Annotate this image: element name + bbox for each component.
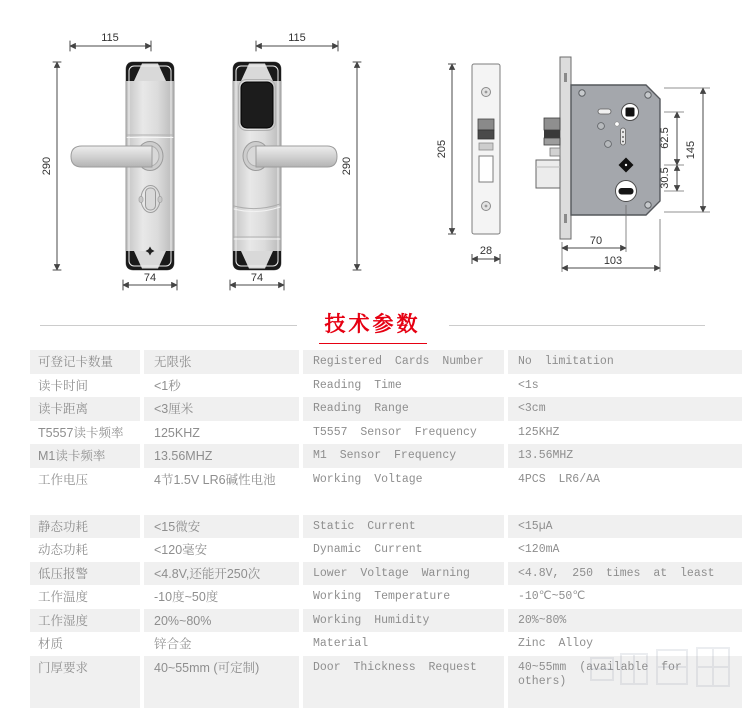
section-title: 技术参数 [319,306,427,344]
param-value-cn: <3厘米 [144,397,299,421]
dim-body-backset: 70 [589,235,603,247]
param-name-cn: 工作湿度 [30,609,140,633]
param-value-en: 20%~80% [508,609,742,633]
lock-case [571,85,660,215]
param-value-cn: 125KHZ [154,425,200,440]
table-row [30,585,742,609]
param-name-cn: 工作电压 [38,472,89,487]
dim-front-width: 115 [101,32,119,44]
title-rule-right [449,325,706,326]
table-row [30,350,742,374]
dim-body-width: 103 [603,255,623,267]
exterior-plate-diagram [230,32,361,290]
table-row [30,632,742,656]
dim-body-lower: 30.5 [659,167,671,189]
table-row [30,538,742,562]
param-value-cn: 4节1.5V LR6碱性电池 [154,472,276,487]
param-value-cn: <4.8V,还能开250次 [144,562,299,586]
param-value-en: 40~55mm (available for others) [508,656,742,708]
param-name-cn: 工作温度 [38,590,89,604]
param-name-cn: 读卡距离 [30,397,140,421]
dim-front-height: 290 [41,156,53,176]
table-row [30,515,742,539]
param-value-en: No limitation [508,350,742,374]
param-value-en: 125KHZ [518,425,560,439]
param-name-cn: 可登记卡数量 [30,350,140,374]
param-name-en: Reading Time [313,378,402,392]
param-value-en: -10℃~50℃ [518,590,586,603]
title-rule-left [40,325,297,326]
deadbolt-opening [479,156,493,182]
param-name-en: Registered Cards Number [303,350,504,374]
table-row [30,444,742,468]
param-value-cn: 20%~80% [144,609,299,633]
param-name-en: Dynamic Current [313,543,423,556]
table-row [30,656,742,708]
param-value-en: <1s [518,378,539,392]
latch-opening [478,119,494,130]
param-value-cn: 13.56MHZ [144,444,299,468]
param-name-en: Working Voltage [313,472,423,486]
deadbolt [536,160,560,188]
param-value-cn: <1秒 [154,378,181,393]
card-reader-window [241,82,273,128]
table-row [30,609,742,633]
table-row [30,397,742,421]
param-name-en: Door Thickness Request [303,656,504,708]
dim-body-height: 145 [685,140,697,160]
dim-back-height: 290 [341,156,353,176]
param-value-en: Zinc Alloy [518,637,594,650]
param-name-cn: M1读卡频率 [30,444,140,468]
mortise-body-diagram [536,57,710,272]
param-name-en: Lower Voltage Warning [303,562,504,586]
dim-front-bottom: 74 [143,272,157,284]
param-name-cn: 读卡时间 [38,378,89,393]
param-name-en: Working Temperature [313,590,451,603]
param-value-cn: 无限张 [144,350,299,374]
param-value-en: 4PCS LR6/AA [518,472,600,486]
param-name-en: T5557 Sensor Frequency [313,425,477,439]
param-name-en: Static Current [303,515,504,539]
spec-table [30,350,742,708]
lever-handle-left [71,146,152,167]
param-value-cn: 40~55mm (可定制) [144,656,299,708]
param-name-cn: 材质 [38,637,64,651]
param-name-cn: T5557读卡频率 [38,425,124,440]
param-name-cn: 动态功耗 [38,543,89,557]
param-value-en: 13.56MHZ [508,444,742,468]
thumbturn-knob [146,188,156,210]
param-name-en: M1 Sensor Frequency [303,444,504,468]
mounting-plate [560,57,571,239]
dim-strike-height: 205 [436,139,448,159]
param-value-en: <3cm [508,397,742,421]
strike-plate-diagram [436,64,500,264]
lever-handle-right [256,146,337,167]
table-row [30,421,742,445]
interior-plate-diagram [41,32,177,290]
param-name-en: Reading Range [303,397,504,421]
dim-strike-width: 28 [479,245,493,257]
param-value-en: <15µA [508,515,742,539]
dim-back-bottom: 74 [250,272,264,284]
param-name-en: Working Humidity [303,609,504,633]
table-row [30,468,742,515]
table-row [30,562,742,586]
param-value-cn: 锌合金 [154,637,192,651]
param-value-en: <4.8V, 250 times at least [508,562,742,586]
lock-dimension-diagrams [0,0,745,302]
param-value-cn: -10度~50度 [154,590,219,604]
param-value-en: <120mA [518,543,560,556]
table-row [30,374,742,398]
section-title-bar [0,302,745,348]
param-value-cn: <15微安 [144,515,299,539]
param-name-cn: 低压报警 [30,562,140,586]
param-value-cn: <120毫安 [154,543,208,557]
param-name-cn: 门厚要求 [30,656,140,708]
param-name-cn: 静态功耗 [30,515,140,539]
latch-bolt [544,118,560,156]
param-name-en: Material [313,637,369,650]
dim-back-width: 115 [288,32,306,44]
dim-body-upper: 62.5 [659,127,671,149]
